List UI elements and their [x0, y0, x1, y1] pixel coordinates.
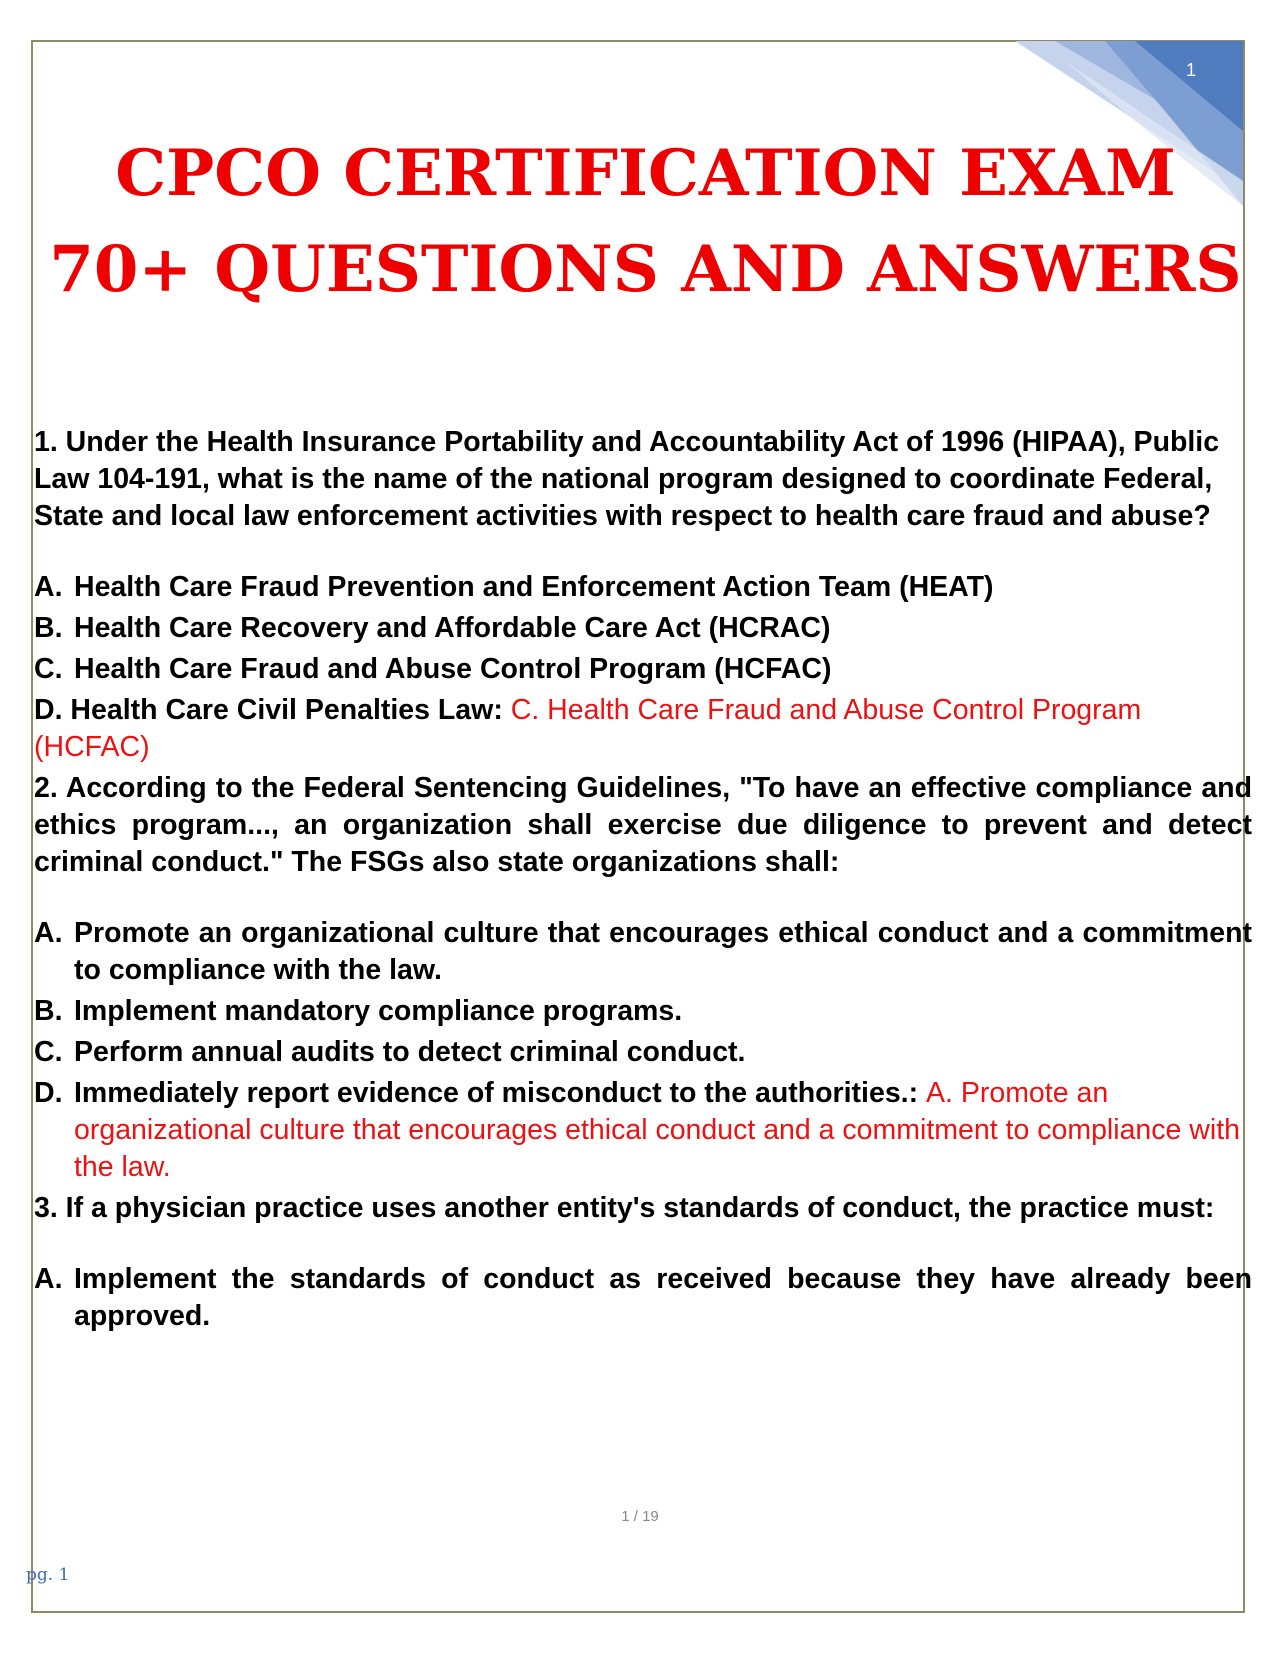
question-2-option-d: D. Immediately report evidence of misconduct to the authorities.: A. Promote an organizational culture that encourages ethical conduct and a commitment to compliance with the law.	[34, 1077, 1240, 1183]
document-title-line2: 70+ QUESTIONS AND ANSWERS	[49, 232, 1242, 307]
question-3-text: 3. If a physician practice uses another entity's standards of conduct, the practice must:	[34, 1192, 1215, 1224]
header-page-number: 1	[1186, 60, 1197, 80]
question-1-option-a: A. Health Care Fraud Prevention and Enforcement Action Team (HEAT)	[34, 571, 994, 603]
question-2-text: 2. According to the Federal Sentencing Guidelines, "To have an effective compliance and ethics program..., an organization shall exercise due diligence to prevent and detect criminal conduct." The FSGs also state organizations shall:	[34, 772, 1252, 878]
page-label: pg. 1	[26, 1565, 70, 1585]
question-3-option-a: A. Implement the standards of conduct as received because they have already been approved.	[34, 1263, 1252, 1332]
question-1-text: 1. Under the Health Insurance Portability and Accountability Act of 1996 (HIPAA), Public Law 104-191, what is the name of the national program designed to coordinate Federal, State and local law enforcement activities with respect to health care fraud and abuse?	[34, 426, 1220, 532]
question-1-option-d: D. Health Care Civil Penalties Law: C. Health Care Fraud and Abuse Control Program (HCFAC)	[34, 694, 1142, 763]
question-2-answer: A. Promote an organizational culture that encourages ethical conduct and a commitment to compliance with the law.	[74, 1077, 1240, 1183]
question-2-option-c: C. Perform annual audits to detect criminal conduct.	[34, 1036, 746, 1068]
questions-content	[34, 424, 1252, 1339]
question-2-option-b: B. Implement mandatory compliance programs.	[34, 995, 683, 1027]
document-title-line1: CPCO CERTIFICATION EXAM	[115, 136, 1176, 211]
question-2-option-a: A. Promote an organizational culture that encourages ethical conduct and a commitment to compliance with the law.	[34, 917, 1252, 986]
question-1-option-c: C. Health Care Fraud and Abuse Control Program (HCFAC)	[34, 653, 832, 685]
question-1-answer: C. Health Care Fraud and Abuse Control Program (HCFAC)	[34, 694, 1142, 763]
question-1-option-b: B. Health Care Recovery and Affordable Care Act (HCRAC)	[34, 612, 831, 644]
page-count: 1 / 19	[621, 1508, 659, 1525]
